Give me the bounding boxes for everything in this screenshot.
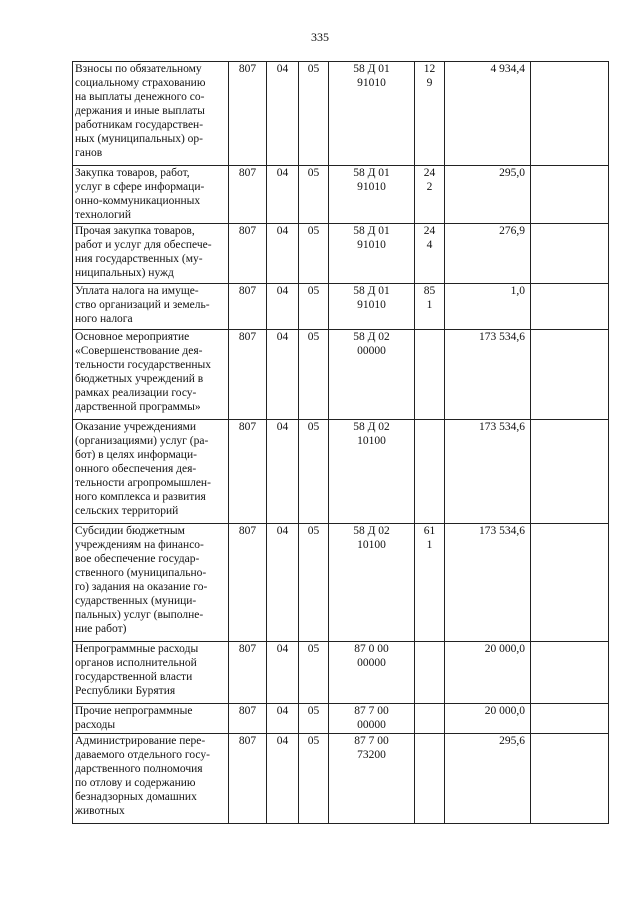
section-code: 04 bbox=[267, 330, 299, 420]
expense-name: Субсидии бюджетным учреждениям на финансо- вое обеспечение государ- ственного (муниципально- го) задания на оказание го- сударственных (муници- пальных) услуг (выполне- ние работ) bbox=[73, 524, 229, 642]
table-row bbox=[73, 420, 609, 524]
grbs-code: 807 bbox=[229, 734, 267, 824]
grbs-code: 807 bbox=[229, 166, 267, 224]
expense-type-code: 85 1 bbox=[415, 284, 445, 330]
table-row bbox=[73, 284, 609, 330]
grbs-code: 807 bbox=[229, 420, 267, 524]
subsection-code: 05 bbox=[299, 642, 329, 704]
expense-name: Оказание учреждениями (организациями) услуг (ра- бот) в целях информаци- онного обеспечения дея- тельности агропромышлен- ного комплекса и развития сельских территорий bbox=[73, 420, 229, 524]
table-row bbox=[73, 704, 609, 734]
grbs-code: 807 bbox=[229, 62, 267, 166]
subsection-code: 05 bbox=[299, 734, 329, 824]
subsection-code: 05 bbox=[299, 704, 329, 734]
expense-type-code bbox=[415, 420, 445, 524]
subsection-code: 05 bbox=[299, 284, 329, 330]
extra-cell bbox=[531, 166, 609, 224]
target-article-code: 58 Д 01 91010 bbox=[329, 224, 415, 284]
table-row bbox=[73, 642, 609, 704]
grbs-code: 807 bbox=[229, 642, 267, 704]
amount: 173 534,6 bbox=[445, 524, 531, 642]
expense-name: Закупка товаров, работ, услуг в сфере информаци- онно-коммуникационных технологий bbox=[73, 166, 229, 224]
target-article-code: 87 7 00 00000 bbox=[329, 704, 415, 734]
amount: 4 934,4 bbox=[445, 62, 531, 166]
expense-type-code: 12 9 bbox=[415, 62, 445, 166]
expense-name: Взносы по обязательному социальному страхованию на выплаты денежного со- держания и иные выплаты работникам государствен- ных (муниципальных) ор- ганов bbox=[73, 62, 229, 166]
expense-type-code bbox=[415, 734, 445, 824]
grbs-code: 807 bbox=[229, 284, 267, 330]
target-article-code: 58 Д 02 00000 bbox=[329, 330, 415, 420]
table-row bbox=[73, 62, 609, 166]
section-code: 04 bbox=[267, 734, 299, 824]
subsection-code: 05 bbox=[299, 224, 329, 284]
target-article-code: 58 Д 01 91010 bbox=[329, 166, 415, 224]
amount: 276,9 bbox=[445, 224, 531, 284]
target-article-code: 58 Д 02 10100 bbox=[329, 420, 415, 524]
grbs-code: 807 bbox=[229, 704, 267, 734]
budget-table bbox=[72, 61, 609, 824]
section-code: 04 bbox=[267, 524, 299, 642]
expense-type-code: 24 4 bbox=[415, 224, 445, 284]
section-code: 04 bbox=[267, 284, 299, 330]
amount: 1,0 bbox=[445, 284, 531, 330]
grbs-code: 807 bbox=[229, 330, 267, 420]
subsection-code: 05 bbox=[299, 330, 329, 420]
extra-cell bbox=[531, 224, 609, 284]
subsection-code: 05 bbox=[299, 524, 329, 642]
section-code: 04 bbox=[267, 642, 299, 704]
section-code: 04 bbox=[267, 62, 299, 166]
extra-cell bbox=[531, 642, 609, 704]
page-number: 335 bbox=[311, 30, 329, 44]
extra-cell bbox=[531, 62, 609, 166]
section-code: 04 bbox=[267, 704, 299, 734]
section-code: 04 bbox=[267, 420, 299, 524]
expense-type-code: 24 2 bbox=[415, 166, 445, 224]
expense-name: Прочая закупка товаров, работ и услуг для обеспече- ния государственных (му- ниципальных) нужд bbox=[73, 224, 229, 284]
extra-cell bbox=[531, 704, 609, 734]
table-row bbox=[73, 330, 609, 420]
expense-name: Непрограммные расходы органов исполнительной государственной власти Республики Бурятия bbox=[73, 642, 229, 704]
grbs-code: 807 bbox=[229, 524, 267, 642]
expense-type-code bbox=[415, 330, 445, 420]
subsection-code: 05 bbox=[299, 62, 329, 166]
amount: 295,6 bbox=[445, 734, 531, 824]
subsection-code: 05 bbox=[299, 166, 329, 224]
amount: 295,0 bbox=[445, 166, 531, 224]
amount: 173 534,6 bbox=[445, 420, 531, 524]
extra-cell bbox=[531, 330, 609, 420]
target-article-code: 87 0 00 00000 bbox=[329, 642, 415, 704]
target-article-code: 87 7 00 73200 bbox=[329, 734, 415, 824]
amount: 173 534,6 bbox=[445, 330, 531, 420]
table-row bbox=[73, 734, 609, 824]
budget-table-body bbox=[73, 62, 609, 824]
extra-cell bbox=[531, 734, 609, 824]
expense-name: Уплата налога на имуще- ство организаций и земель- ного налога bbox=[73, 284, 229, 330]
subsection-code: 05 bbox=[299, 420, 329, 524]
amount: 20 000,0 bbox=[445, 704, 531, 734]
table-row bbox=[73, 166, 609, 224]
target-article-code: 58 Д 02 10100 bbox=[329, 524, 415, 642]
expense-type-code bbox=[415, 704, 445, 734]
section-code: 04 bbox=[267, 224, 299, 284]
expense-name: Прочие непрограммные расходы bbox=[73, 704, 229, 734]
expense-name: Основное мероприятие «Совершенствование дея- тельности государственных бюджетных учреждений в рамках реализации госу- дарственной программы» bbox=[73, 330, 229, 420]
extra-cell bbox=[531, 524, 609, 642]
grbs-code: 807 bbox=[229, 224, 267, 284]
target-article-code: 58 Д 01 91010 bbox=[329, 284, 415, 330]
expense-name: Администрирование пере- даваемого отдельного госу- дарственного полномочия по отлову и содержанию безнадзорных домашних животных bbox=[73, 734, 229, 824]
section-code: 04 bbox=[267, 166, 299, 224]
extra-cell bbox=[531, 284, 609, 330]
expense-type-code bbox=[415, 642, 445, 704]
amount: 20 000,0 bbox=[445, 642, 531, 704]
table-row bbox=[73, 224, 609, 284]
target-article-code: 58 Д 01 91010 bbox=[329, 62, 415, 166]
extra-cell bbox=[531, 420, 609, 524]
table-row bbox=[73, 524, 609, 642]
expense-type-code: 61 1 bbox=[415, 524, 445, 642]
